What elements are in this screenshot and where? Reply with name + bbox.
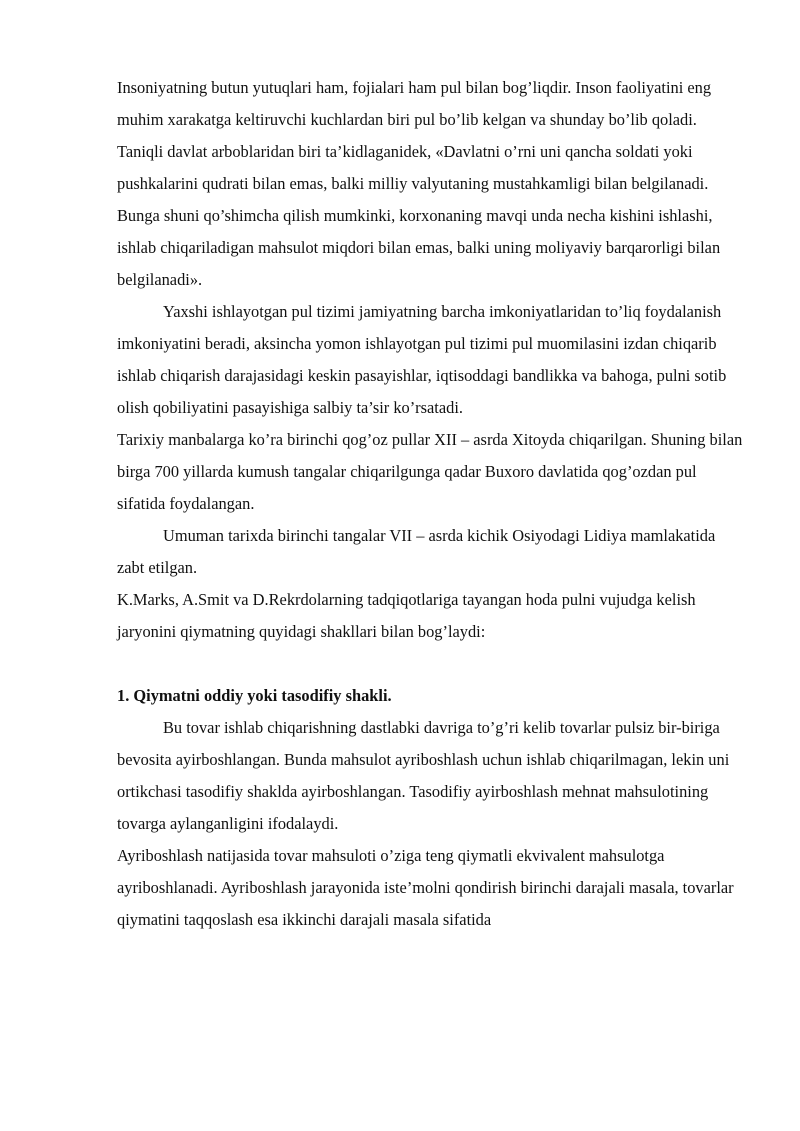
paragraph-marx-smith-ricardo: K.Marks, A.Smit va D.Rekrdolarning tadqiqotlariga tayangan hoda pulni vujudga kelish jaryonini qiymatning quyidagi shakllari bilan bog’laydi: [117, 590, 696, 641]
paragraph-quote: Taniqli davlat arboblaridan biri ta’kidlaganidek, «Davlatni o’rni uni qancha soldati yoki pushkalarini qudrati bilan emas, balki milliy valyutaning mustahkamligi bilan belgilanadi. Bunga shuni qo’shimcha qilish mumkinki, korxonaning mavqi unda necha kishini ishlashi, ishlab chiqariladigan mahsulot miqdori bilan emas, balki uning moliyaviy barqarorligi bilan belgilanadi». [117, 142, 721, 289]
paragraph-exchange: Ayriboshlash natijasida tovar mahsuloti o’ziga teng qiymatli ekvivalent mahsulotga ayriboshlanadi. Ayriboshlash jarayonida iste’molni qondirish birinchi darajali masala, tovarlar qiymatini taqqoslash esa ikkinchi darajali masala sifatida [117, 846, 734, 929]
paragraph-simple-form: Bu tovar ishlab chiqarishning dastlabki davriga to’g’ri kelib tovarlar pulsiz bir-biriga bevosita ayirboshlangan. Bunda mahsulot ayriboshlash uchun ishlab chiqarilmagan, lekin uni ortikchasi tasodifiy shaklda ayirboshlangan. Tasodifiy ayirboshlash mehnat mahsulotining tovarga aylanganligini ifodalaydi. [117, 718, 730, 833]
section-heading: 1. Qiymatni oddiy yoki tasodifiy shakli. [117, 686, 392, 705]
paragraph-intro: Insoniyatning butun yutuqlari ham, fojialari ham pul bilan bog’liqdir. Inson faoliyatini eng muhim xarakatga keltiruvchi kuchlardan biri pul bo’lib kelgan va shunday bo’lib qoladi. [117, 78, 712, 129]
paragraph-paper-money-history: Tarixiy manbalarga ko’ra birinchi qog’oz pullar XII – asrda Xitoyda chiqarilgan. Shuning bilan birga 700 yillarda kumush tangalar chiqarilgunga qadar Buxoro davlatida qog’ozdan pul sifatida foydalangan. [117, 430, 743, 513]
paragraph-first-coins: Umuman tarixda birinchi tangalar VII – asrda kichik Osiyodagi Lidiya mamlakatida zabt etilgan. [117, 526, 716, 577]
blank-line [117, 648, 743, 680]
document-page [117, 72, 743, 936]
paragraph-money-system: Yaxshi ishlayotgan pul tizimi jamiyatning barcha imkoniyatlaridan to’liq foydalanish imkoniyatini beradi, aksincha yomon ishlayotgan pul tizimi pul muomilasini izdan chiqarib ishlab chiqarish darajasidagi keskin pasayishlar, iqtisoddagi bandlikka va bahoga, pulni sotib olish qobiliyatini pasayishiga salbiy ta’sir ko’rsatadi. [117, 302, 727, 417]
